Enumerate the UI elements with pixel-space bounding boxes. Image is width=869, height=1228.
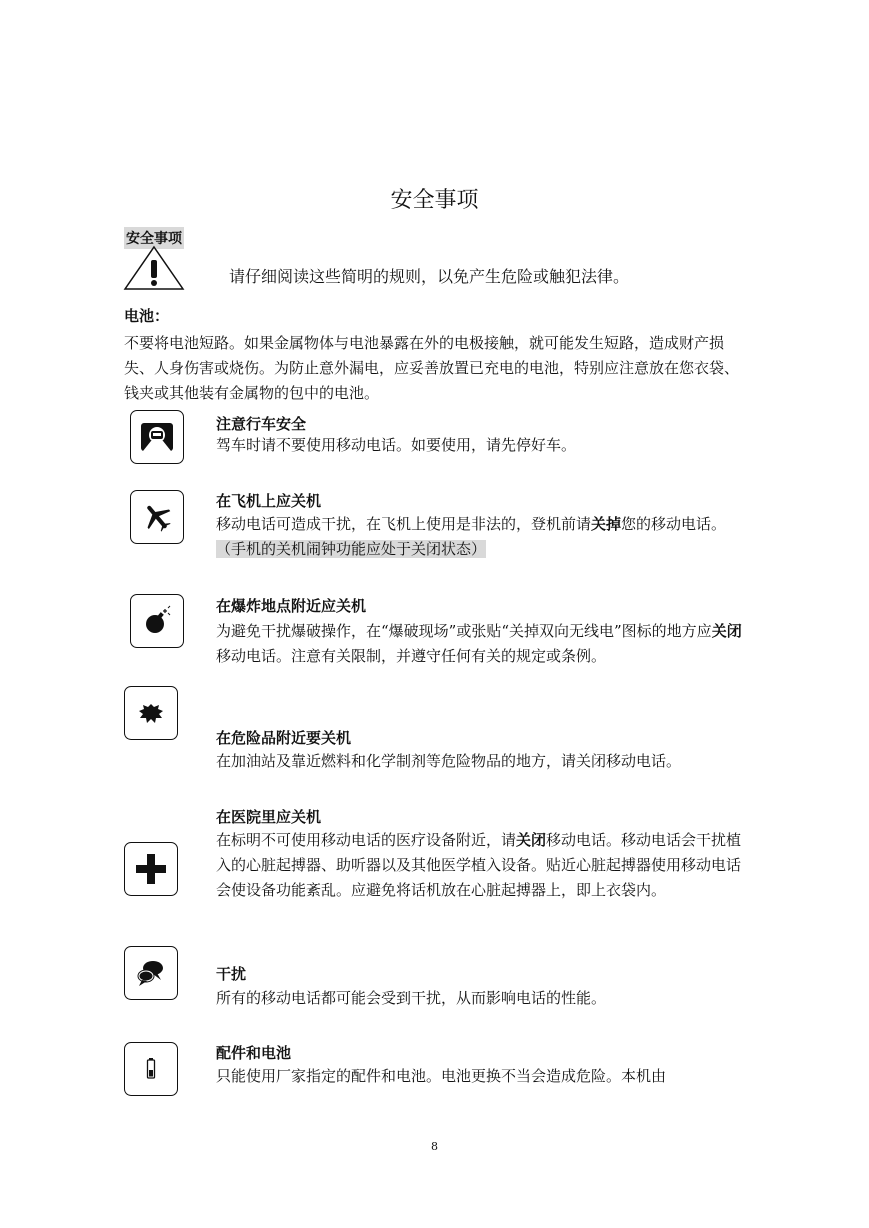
accessories-heading: 配件和电池 xyxy=(216,1044,292,1062)
hazard-heading: 在危险品附近要关机 xyxy=(216,729,352,747)
hospital-body xyxy=(216,828,746,903)
driving-body: 驾车时请不要使用移动电话。如要使用，请先停好车。 xyxy=(216,436,577,454)
airplane-body xyxy=(216,512,746,562)
hospital-body-bold: 关闭 xyxy=(516,831,547,849)
section-tag: 安全事项 xyxy=(124,227,184,249)
airplane-body-highlight: （手机的关机闹钟功能应处于关闭状态） xyxy=(216,540,487,558)
blasting-body-text-b: 移动电话。注意有关限制，并遵守任何有关的规定或条例。 xyxy=(216,647,607,665)
hospital-body-text-b: 移动电话。移动电话会干扰植入的心脏起搏器、助听器以及其他医学植入设备。贴近心脏起搏器使用移动电话会使设备功能紊乱。应避免将话机放在心脏起搏器上，即上衣袋内。 xyxy=(216,831,742,899)
car-icon xyxy=(130,410,184,464)
airplane-body-text-a: 移动电话可造成干扰，在飞机上使用是非法的，登机前请 xyxy=(216,515,592,533)
hazard-body: 在加油站及靠近燃料和化学制剂等危险物品的地方，请关闭移动电话。 xyxy=(216,752,682,770)
battery-body: 不要将电池短路。如果金属物体与电池暴露在外的电极接触，就可能发生短路，造成财产损失、人身伤害或烧伤。为防止意外漏电，应妥善放置已充电的电池，特别应注意放在您衣袋、钱夹或其他装有金属物的包中的电池。 xyxy=(124,334,740,402)
blasting-body xyxy=(216,619,746,669)
blasting-body-bold: 关闭 xyxy=(711,622,742,640)
airplane-body-bold: 关掉 xyxy=(591,515,622,533)
blasting-heading: 在爆炸地点附近应关机 xyxy=(216,597,367,615)
airplane-body-text-b: 您的移动电话。 xyxy=(621,515,727,533)
driving-heading: 注意行车安全 xyxy=(216,415,307,433)
interference-heading: 干扰 xyxy=(216,965,247,983)
explosion-icon xyxy=(124,686,178,740)
battery-heading: 电池： xyxy=(124,307,170,325)
bomb-icon xyxy=(130,594,184,648)
intro-text: 请仔细阅读这些简明的规则，以免产生危险或触犯法律。 xyxy=(229,267,630,286)
accessories-body: 只能使用厂家指定的配件和电池。电池更换不当会造成危险。本机由 xyxy=(216,1067,667,1085)
battery-icon xyxy=(124,1042,178,1096)
warning-icon xyxy=(123,245,185,291)
medical-cross-icon xyxy=(124,842,178,896)
page-title: 安全事项 xyxy=(390,188,479,213)
hospital-heading: 在医院里应关机 xyxy=(216,808,322,826)
hospital-body-text-a: 在标明不可使用移动电话的医疗设备附近，请 xyxy=(216,831,517,849)
page-number: 8 xyxy=(431,1140,438,1153)
blasting-body-text-a: 为避免干扰爆破操作，在“爆破现场”或张贴“关掉双向无线电”图标的地方应 xyxy=(216,622,712,640)
airplane-icon xyxy=(130,490,184,544)
interference-body: 所有的移动电话都可能会受到干扰，从而影响电话的性能。 xyxy=(216,989,607,1007)
chat-bubbles-icon xyxy=(124,946,178,1000)
airplane-heading: 在飞机上应关机 xyxy=(216,492,322,510)
